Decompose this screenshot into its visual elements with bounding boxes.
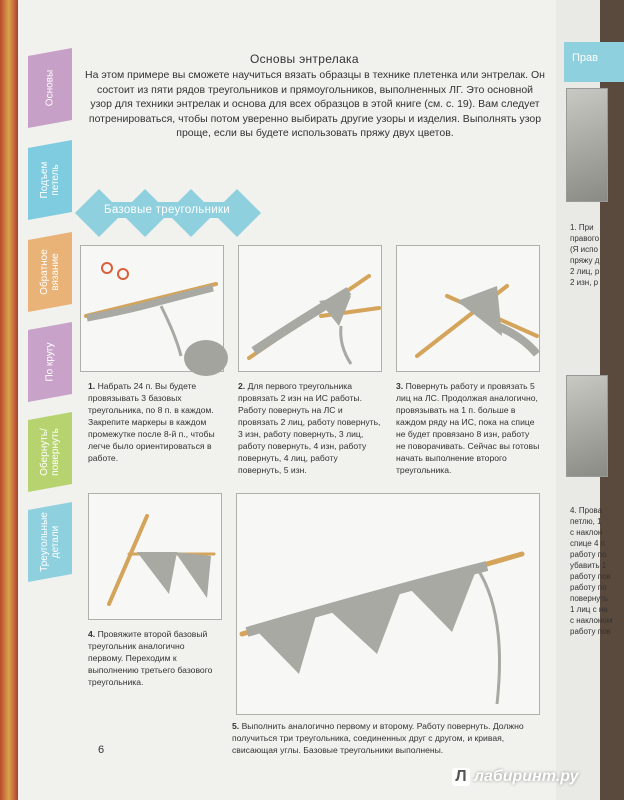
step-photo-2: [238, 245, 382, 372]
facing-page-text-line: правого: [570, 234, 600, 243]
tab-basics[interactable]: Основы: [28, 48, 72, 128]
page-title: Основы энтрелака: [250, 52, 359, 66]
facing-page-text-line: с наклон: [570, 528, 603, 537]
facing-page-text-line: петлю, 1: [570, 517, 602, 526]
facing-page-text-line: убавить 1: [570, 561, 607, 570]
step-caption-3: 3. Повернуть работу и провязать 5 лиц на ЛС. Продолжая аналогично, провязывать на 1 п. больше в каждом ряду на ИС, пока на спице не будет провязано 8 изн, работу не поворачивать. Сейчас вы готовы начать выполнение второго треугольника.: [396, 381, 540, 475]
facing-page-photo: [566, 88, 608, 202]
watermark-logo-icon: Л: [452, 768, 470, 786]
facing-page-text-line: работу пов: [570, 627, 611, 636]
facing-page-text-line: 4. Прова: [570, 506, 603, 515]
facing-page-text-line: повернуть: [570, 594, 609, 603]
page-number: 6: [98, 744, 105, 756]
tab-reverse-knitting[interactable]: Обратное вязание: [28, 232, 72, 312]
facing-page-text-line: (Я испо: [570, 245, 598, 254]
tab-triangular-pieces[interactable]: Треугольные детали: [28, 502, 72, 582]
tab-picking-up-stitches[interactable]: Подъем петель: [28, 140, 72, 220]
step-photo-4: [88, 493, 222, 620]
facing-page-text-line: 2 лиц, р: [570, 267, 600, 276]
step-caption-1: 1. Набрать 24 п. Вы будете провязывать 3 базовых треугольника, по 8 п. в каждом. Закрепите маркеры в каждом промежутке после 8-й п., чтобы легче было ориентироваться в работе.: [88, 381, 215, 463]
facing-page-text-line: пряжу д: [570, 256, 600, 265]
facing-page-text-line: 1. При: [570, 223, 594, 232]
facing-page-text-line: работу пов: [570, 572, 611, 581]
facing-page: [556, 0, 613, 800]
facing-page-text-b: [570, 505, 612, 637]
step-photo-1: [80, 245, 224, 372]
facing-page-photo: [566, 375, 608, 477]
tab-in-the-round[interactable]: По кругу: [28, 322, 72, 402]
facing-page-text-line: с наклоном: [570, 616, 613, 625]
facing-page-text-a: [570, 222, 599, 288]
facing-page-text-line: работу по: [570, 583, 607, 592]
step-caption-4: 4. Провяжите второй базовый треугольник аналогично первому. Переходим к выполнению третьего базового треугольника.: [88, 629, 213, 687]
facing-page-header-tab: Прав: [564, 42, 624, 82]
tab-wrap-turn[interactable]: Обернуть/ повернуть: [28, 412, 72, 492]
facing-page-text-line: 1 лиц с на: [570, 605, 608, 614]
section-title: Базовые треугольники: [98, 202, 236, 218]
facing-page-text-line: спице 4 п: [570, 539, 605, 548]
watermark: Л лабиринт.ру: [452, 768, 578, 786]
intro-paragraph: На этом примере вы сможете научиться вязать образцы в технике плетенка или энтрелак. Он состоит из пяти рядов треугольников и прямоугольников, выполненных ЛГ. Это основной узор для техники энтрелак и основа для всех образцов в этой книге (см. с. 19). Вам следует потренироваться, чтобы потом уверенно выбирать другие узоры и изделия. Выполнять узор проще, если вы будете использовать пряжу двух цветов.: [85, 69, 545, 139]
step-photo-5: [236, 493, 540, 715]
step-caption-2: 2. Для первого треугольника провязать 2 изн на ИС работы. Работу повернуть на ЛС и провязать 2 лиц, работу повернуть, 3 изн, работу повернуть, 3 лиц, работу повернуть, 4 изн, работу повернуть, 4 лиц, работу повернуть, 5 изн.: [238, 381, 381, 475]
step-photo-3: [396, 245, 540, 372]
facing-page-text-line: 2 изн, р: [570, 278, 599, 287]
facing-page-text-line: работу по: [570, 550, 607, 559]
step-caption-5: 5. Выполнить аналогично первому и второму. Работу повернуть. Должно получиться три треугольника, соединенных друг с другом, и кривая, свисающая углы. Базовые треугольники выполнены.: [232, 721, 524, 755]
